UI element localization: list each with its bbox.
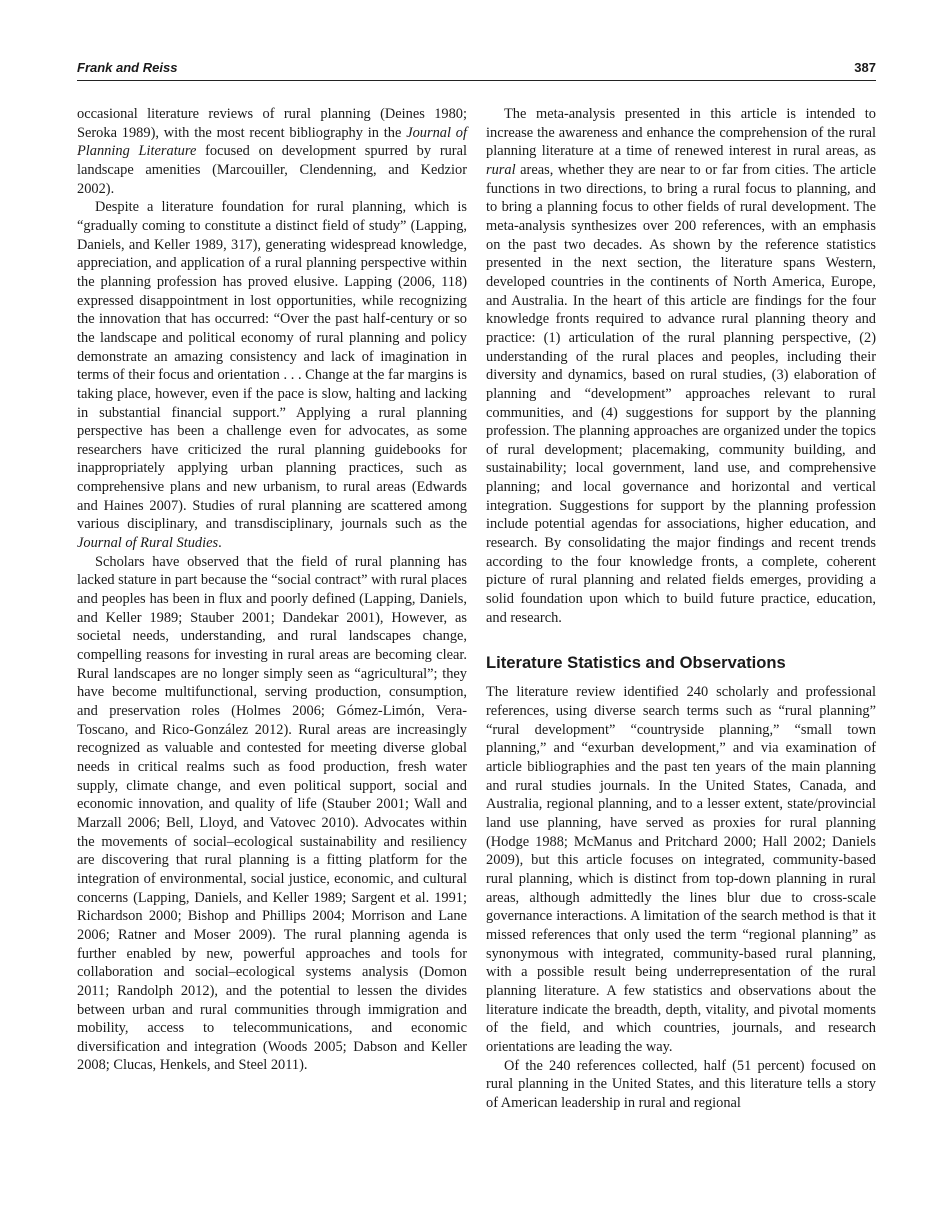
right-column: [486, 105, 876, 1112]
section-heading: Literature Statistics and Observations: [486, 653, 786, 673]
right-paragraph-2: The literature review identified 240 scholarly and professional references, using diverse search terms such as “rural planning” “rural development” “countryside planning,” “small town planning,” and “exurban development,” and via examination of article bibliographies and the past ten years of the main planning and rural studies journals. In the United States, Canada, and Australia, regional planning, and to a lesser extent, state/provincial land use planning, have served as proxies for rural planning (Hodge 1988; McManus and Pritchard 2000; Hall 2002; Daniels 2009), but this article focuses on integrated, community-based rural planning, which is distinct from top-down planning in rural areas, although admittedly the lines blur due to cross-scale governance interactions. A limitation of the search method is that it missed references that only used the term “regional planning” as synonymous with integrated, community-based rural planning, with a possible result being underrepresentation of the rural planning literature. A few statistics and observations about the literature indicate the breadth, depth, vitality, and pivotal moments of the field, and which countries, journals, and research orientations are leading the way.: [486, 684, 876, 1055]
left-column: [77, 105, 467, 1075]
journal-title: Journal of Planning Literature: [77, 124, 467, 160]
header-page-number: 387: [854, 60, 876, 75]
left-paragraph-1: occasional literature reviews of rural planning (Deines 1980; Seroka 1989), with the most recent bibliography in the Journal of Planning Literature focused on development spurred by rural landscape amenities (Marcouiller, Clendenning, and Kedzior 2002).: [77, 106, 467, 197]
header-authors: Frank and Reiss: [77, 60, 178, 75]
right-paragraph-1: The meta-analysis presented in this article is intended to increase the awareness and enhance the comprehension of the rural planning literature at a time of renewed interest in rural areas, as rural areas, whether they are near to or far from cities. The article functions in two directions, to bring a rural focus to planning, and to bring a planning focus to other fields of rural development. The meta-analysis synthesizes over 200 references, with an emphasis on the past two decades. As shown by the reference statistics presented in the next section, the literature spans Western, developed countries in the continents of North America, Europe, and Australia. In the heart of this article are findings for the four knowledge fronts required to advance rural planning theory and practice: (1) articulation of the rural planning perspective, (2) understanding of the rural places and peoples, including their diversity and dynamics, based on rural studies, (3) elaboration of planning and “development” approaches relevant to rural communities, and (4) suggestions for support by the planning profession. The planning approaches are organized under the topics of rural development; placemaking, community building, and sustainability; local government, land use, and comprehensive planning; and local governance and horizontal and vertical integration. Suggestions for support by the planning profession include potential agendas for associations, higher education, and research. By consolidating the major findings and recent trends according to the four knowledge fronts, a complete, coherent picture of rural planning and related fields emerges, providing a solid foundation upon which to build future practice, education, and research.: [486, 106, 876, 626]
left-paragraph-2: Despite a literature foundation for rural planning, which is “gradually coming to constitute a distinct field of study” (Lapping, Daniels, and Keller 1989, 317), generating widespread knowledge, appreciation, and application of a rural planning perspective within the planning profession has proved elusive. Lapping (2006, 118) expressed disappointment in lost opportunities, while recognizing the innovation that has occurred: “Over the past half-century or so the landscape and political economy of rural planning and policy demonstrate an amazing consistency and lack of imagination in terms of their focus and orientation . . . Change at the far margins is taking place, however, even if the pace is slow, halting and lacking in substantial financial support.” Applying a rural planning perspective has been a challenge even for advocates, as some researchers have criticized the rural planning guidebooks for inappropriately applying urban planning practices, such as comprehensive plans and new urbanism, to rural areas (Edwards and Haines 2007). Studies of rural planning are scattered among various disciplinary, and transdisciplinary, journals such as the Journal of Rural Studies.: [77, 199, 467, 552]
right-paragraph-3: Of the 240 references collected, half (51 percent) focused on rural planning in the United States, and this literature tells a story of American leadership in rural and regional: [486, 1057, 876, 1111]
left-paragraph-3: Scholars have observed that the field of rural planning has lacked stature in part because the “social contract” with rural places and peoples has been in flux and poorly defined (Lapping, Daniels, and Keller 1989; Stauber 2001; Dandekar 2001), However, as societal needs, understanding, and rural landscapes change, compelling reasons for investing in rural areas are becoming clear. Rural landscapes are no longer simply seen as “agricultural”; they have become multifunctional, serving production, consumption, and preservation roles (Holmes 2006; Gómez-Limón, Vera-Toscano, and Rico-González 2012). Rural areas are increasingly recognized as valuable and contested for meeting diverse global needs in critical realms such as food production, fresh water supply, climate change, and even political support, social and economic innovation, and quality of life (Stauber 2001; Wall and Marzall 2006; Bell, Lloyd, and Vatovec 2010). Advocates within the movements of social–ecological sustainability and resiliency are discovering that rural planning is a fitting platform for the integration of environmental, social justice, economic, and cultural concerns (Lapping, Daniels, and Keller 1989; Sargent et al. 1991; Richardson 2000; Bishop and Phillips 2004; Morrison and Lane 2006; Ratner and Moser 2009). The rural planning agenda is further enabled by new, powerful approaches and tools for collaboration and social–ecological systems analysis (Domon 2011; Randolph 2012), and the potential to lessen the divides between urban and rural communities through immigration and mobility, access to telecommunications, and economic diversification and integration (Woods 2005; Dabson and Keller 2008; Clucas, Henkels, and Steel 2011).: [77, 553, 467, 1074]
running-header: [77, 58, 876, 81]
emphasis-rural: rural: [486, 161, 516, 178]
journal-title: Journal of Rural Studies: [77, 535, 219, 552]
